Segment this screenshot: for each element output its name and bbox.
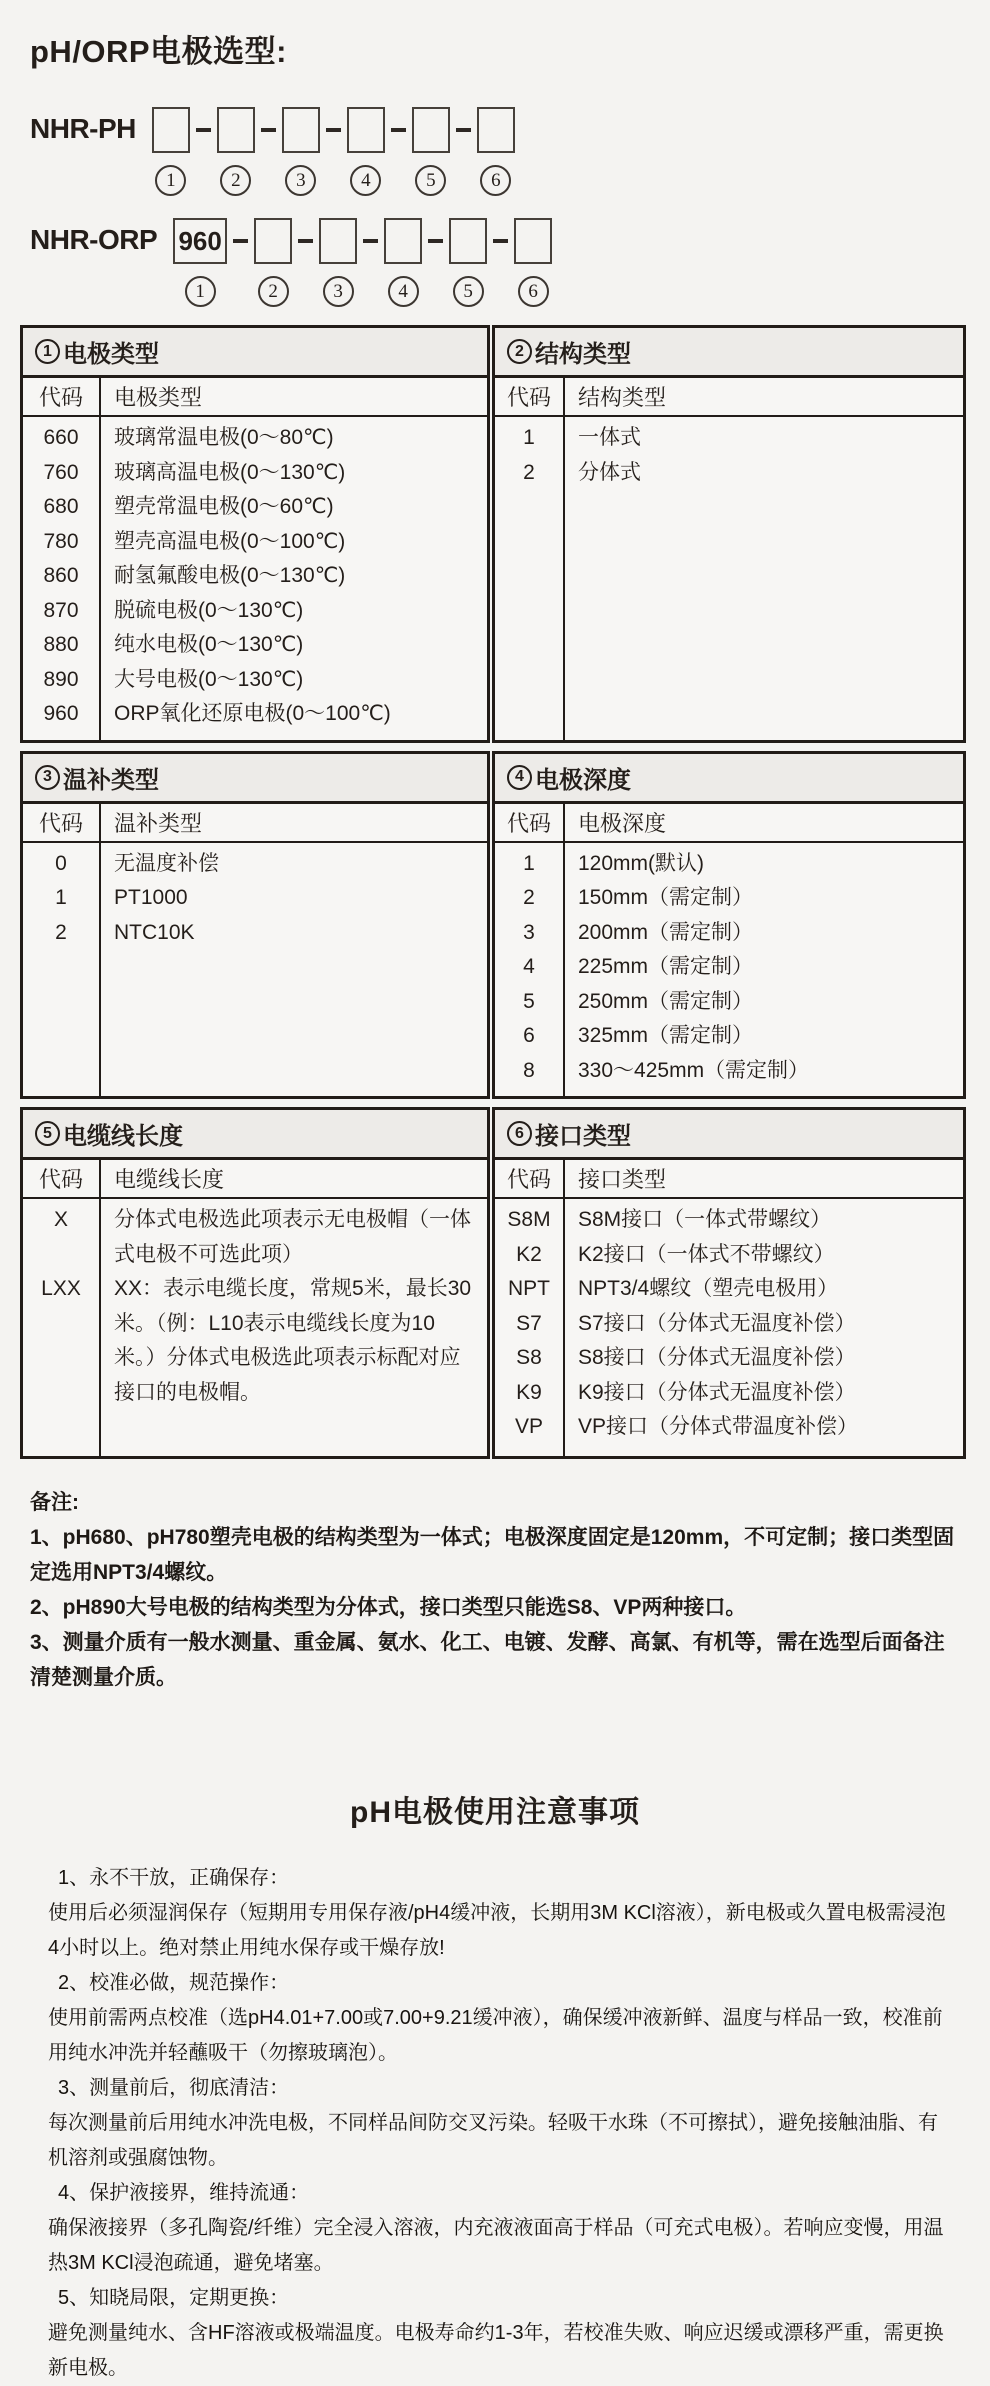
desc-cell: 无温度补偿 [114,851,219,875]
model-box [412,107,450,153]
code-column-header: 代码 [495,378,565,415]
code-cell: 1 [523,851,535,875]
model-marker: 4 [350,165,381,196]
section-title: 接口类型 [535,1123,631,1150]
dash-line [196,128,211,132]
dash-line [456,128,471,132]
section-number-icon: 4 [507,765,532,790]
model-segment [412,107,450,196]
table-row [23,559,487,594]
desc-cell: S8接口（分体式无温度补偿） [578,1346,856,1369]
desc-column-header: 结构类型 [578,385,667,410]
table-electrode-depth [492,751,966,1100]
desc-cell: S7接口（分体式无温度补偿） [578,1311,856,1335]
table-row [23,881,487,916]
table-row [495,985,963,1020]
desc-cell: XX：表示电缆长度，常规5米，最长30米。（例：L10表示电缆线长度为10米。）分体式电极选此项表示标配对应接口的电极帽。 [114,1277,472,1404]
table-row [495,1054,963,1089]
section-title: 结构类型 [535,341,631,368]
table-band-3 [20,1107,970,1459]
code-column-header: 代码 [23,804,101,841]
model-prefix: NHR-ORP [30,224,158,255]
table-row [495,1272,963,1307]
code-cell: K2 [516,1242,542,1266]
model-box [347,107,385,153]
model-segment [282,107,320,196]
table-electrode-type [20,325,490,743]
model-marker: 2 [258,276,289,307]
table-temp-compensation [20,751,490,1100]
table-row [495,950,963,985]
desc-cell: VP接口（分体式带温度补偿） [578,1415,859,1438]
model-prefix: NHR-PH [30,113,136,144]
table-structure-type [492,325,966,743]
section-title: 电极深度 [535,766,631,794]
precautions-title: pH电极使用注意事项 [350,1796,640,1829]
table-row [495,1376,963,1411]
desc-cell: 150mm（需定制） [578,886,754,909]
table-row [23,663,487,698]
column-header [23,804,487,843]
precaution-heading: 1、永不干放，正确保存： [58,1867,290,1889]
code-cell: S7 [516,1311,542,1335]
precaution-body: 使用后必须湿润保存（短期用专用保存液/pH4缓冲液，长期用3M KCl溶液），新电极或久置电极需浸泡4小时以上。绝对禁止用纯水保存或干燥存放! [48,1902,946,1959]
model-segment [173,218,227,307]
table-row [23,525,487,560]
table-row [495,847,963,882]
note-item: 3、测量介质有一般水测量、重金属、氨水、化工、电镀、发酵、高氯、有机等，需在选型后面备注清楚测量介质。 [30,1631,945,1689]
code-cell: X [53,1208,68,1231]
desc-cell: 玻璃高温电极(0～130℃) [114,460,346,484]
table-interface-type [492,1107,966,1459]
model-box [152,107,190,153]
model-dash [422,218,449,264]
desc-cell: 分体式 [578,460,641,484]
table-row [495,1341,963,1376]
desc-column-header: 电极深度 [578,810,667,836]
code-column-header: 代码 [23,378,101,415]
model-segment [217,107,255,196]
code-cell: 1 [523,426,535,449]
table-row [23,421,487,456]
section-header [23,328,487,378]
table-row [495,916,963,951]
section-number-icon: 6 [507,1121,532,1146]
model-dash [357,218,384,264]
code-cell: 960 [43,702,79,725]
column-header [23,378,487,417]
model-marker: 5 [415,165,446,196]
table-row [495,421,963,456]
notes-section [30,1485,958,1695]
desc-cell: K9接口（分体式无温度补偿） [578,1380,856,1404]
desc-cell: NTC10K [114,920,195,944]
table-band-1 [20,325,970,743]
code-cell: 0 [55,851,67,875]
section-title: 温补类型 [63,766,159,794]
code-column-header: 代码 [495,804,565,841]
table-row [23,1203,487,1272]
code-cell: 3 [523,920,535,944]
code-cell: 870 [43,598,79,622]
table-row [23,594,487,629]
desc-cell: ORP氧化还原电极(0～100℃) [114,702,391,725]
code-column-header: 代码 [23,1160,101,1197]
precaution-item [48,2071,946,2176]
model-dash [320,107,347,153]
code-cell: 680 [43,495,79,518]
precaution-items [48,1861,946,2386]
model-dash [292,218,319,264]
dash-line [391,128,406,132]
model-marker: 6 [518,276,549,307]
desc-cell: K2接口（一体式不带螺纹） [578,1242,835,1266]
dash-line [261,128,276,132]
section-number-icon: 2 [507,339,532,364]
section-header [495,1110,963,1160]
section-header [495,328,963,378]
model-dash [487,218,514,264]
desc-column-header: 电缆线长度 [114,1167,225,1192]
model-marker: 4 [388,276,419,307]
precaution-heading: 4、保护液接界，维持流通： [58,2182,310,2204]
model-segment [514,218,552,307]
section-number-icon: 1 [35,339,60,364]
precaution-item [48,2176,946,2281]
model-segments [173,218,552,307]
desc-cell: 250mm（需定制） [578,989,754,1013]
note-item: 2、pH890大号电极的结构类型为分体式，接口类型只能选S8、VP两种接口。 [30,1596,747,1619]
model-dash [227,218,254,264]
table-row [23,456,487,491]
table-row [23,847,487,882]
column-header [495,378,963,417]
section-header [23,1110,487,1160]
code-cell: 780 [43,529,79,553]
desc-cell: 325mm（需定制） [578,1024,754,1047]
section-number-icon: 5 [35,1121,60,1146]
model-box [282,107,320,153]
model-segment [384,218,422,307]
model-segment [477,107,515,196]
code-cell: 2 [55,920,67,944]
section-title: 电缆线长度 [63,1123,183,1150]
table-row [495,1307,963,1342]
table-row [495,881,963,916]
dash-line [233,239,248,243]
column-header [495,804,963,843]
table-body [23,417,487,740]
model-box [449,218,487,264]
model-box [514,218,552,264]
selection-tables [20,325,970,1459]
model-segment [254,218,292,307]
dash-line [298,239,313,243]
desc-cell: 纯水电极(0～130℃) [114,633,304,656]
desc-cell: 玻璃常温电极(0～80℃) [114,426,334,449]
model-box [319,218,357,264]
table-body [23,843,487,1097]
code-cell: 5 [523,989,535,1013]
model-box [477,107,515,153]
section-header [23,754,487,804]
model-box [254,218,292,264]
model-marker: 6 [480,165,511,196]
column-header [495,1160,963,1199]
desc-cell: 脱硫电极(0～130℃) [114,598,304,622]
model-marker: 3 [285,165,316,196]
desc-column-header: 接口类型 [578,1167,667,1192]
model-marker: 2 [220,165,251,196]
desc-cell: 大号电极(0～130℃) [114,667,304,691]
model-code-row-ph [30,107,990,196]
model-dash [190,107,217,153]
model-box [217,107,255,153]
code-cell: 8 [523,1058,535,1082]
section-title: 电极类型 [63,341,159,368]
precaution-heading: 2、校准必做，规范操作： [58,1972,290,1994]
page-title: pH/ORP电极选型: [30,34,287,69]
dash-line [493,239,508,243]
dash-line [428,239,443,243]
table-row [23,1272,487,1410]
precaution-item [48,1966,946,2071]
desc-cell: 分体式电极选此项表示无电极帽（一体式电极不可选此项） [114,1208,471,1266]
code-cell: VP [514,1415,543,1438]
table-row [495,456,963,491]
precaution-body: 避免测量纯水、含HF溶液或极端温度。电极寿命约1-3年，若校准失败、响应迟缓或漂移严重，需更换新电极。 [48,2322,944,2379]
desc-cell: PT1000 [114,886,188,909]
code-cell: LXX [41,1277,81,1300]
precaution-body: 确保液接界（多孔陶瓷/纤维）完全浸入溶液，内充液液面高于样品（可充式电极）。若响应变慢，用温热3M KCl浸泡疏通，避免堵塞。 [48,2217,944,2274]
code-cell: 660 [43,426,79,449]
section-number-icon: 3 [35,765,60,790]
precaution-heading: 3、测量前后，彻底清洁： [58,2077,290,2099]
model-segment [449,218,487,307]
desc-cell: 120mm(默认) [578,851,705,875]
model-segment [319,218,357,307]
precaution-body: 使用前需两点校准（选pH4.01+7.00或7.00+9.21缓冲液），确保缓冲液新鲜、温度与样品一致，校准前用纯水冲洗并轻蘸吸干（勿擦玻璃泡）。 [48,2007,943,2064]
code-cell: 760 [43,460,79,484]
desc-cell: 一体式 [578,426,641,449]
table-row [23,916,487,951]
table-band-2 [20,751,970,1100]
dash-line [326,128,341,132]
model-marker: 1 [155,165,186,196]
notes-title: 备注: [30,1491,79,1514]
code-cell: 2 [523,460,535,484]
note-item: 1、pH680、pH780塑壳电极的结构类型为一体式；电极深度固定是120mm，不可定制；接口类型固定选用NPT3/4螺纹。 [30,1526,955,1584]
desc-cell: S8M接口（一体式带螺纹） [578,1208,832,1231]
code-cell: S8 [516,1346,542,1369]
table-cable-length [20,1107,490,1459]
model-marker: 3 [323,276,354,307]
table-row [495,1410,963,1445]
table-body [495,417,963,740]
model-dash [450,107,477,153]
model-segment [347,107,385,196]
table-row [495,1203,963,1238]
model-box: 960 [173,218,227,264]
code-cell: 880 [43,633,79,656]
table-body [495,1199,963,1456]
desc-cell: 330～425mm（需定制） [578,1058,810,1082]
precaution-heading: 5、知晓局限，定期更换： [58,2287,290,2309]
model-segments [152,107,515,196]
model-box [384,218,422,264]
code-cell: NPT [508,1277,550,1300]
table-row [23,697,487,732]
notes-items [30,1520,958,1695]
table-row [495,1019,963,1054]
code-cell: 6 [523,1024,535,1047]
code-cell: S8M [507,1208,551,1231]
code-cell: 890 [43,667,79,691]
model-code-row-orp [30,218,990,307]
desc-cell: 塑壳高温电极(0～100℃) [114,529,346,553]
desc-cell: 塑壳常温电极(0～60℃) [114,495,334,518]
code-cell: 2 [523,886,535,909]
model-marker: 5 [453,276,484,307]
table-row [23,628,487,663]
model-marker: 1 [185,276,216,307]
precaution-body: 每次测量前后用纯水冲洗电极，不同样品间防交叉污染。轻吸干水珠（不可擦拭），避免接触油脂、有机溶剂或强腐蚀物。 [48,2112,938,2169]
code-cell: K9 [516,1380,542,1404]
code-column-header: 代码 [495,1160,565,1197]
table-body [495,843,963,1097]
dash-line [363,239,378,243]
code-cell: 4 [523,955,535,978]
model-dash [385,107,412,153]
desc-column-header: 温补类型 [114,810,203,836]
table-row [495,1238,963,1273]
precaution-item [48,1861,946,1966]
desc-cell: NPT3/4螺纹（塑壳电极用） [578,1277,839,1300]
code-cell: 1 [55,886,67,909]
model-segment [152,107,190,196]
desc-cell: 225mm（需定制） [578,955,754,978]
table-row [23,490,487,525]
column-header [23,1160,487,1199]
desc-cell: 200mm（需定制） [578,920,754,944]
model-dash [255,107,282,153]
precaution-item [48,2281,946,2386]
desc-cell: 耐氢氟酸电极(0～130℃) [114,564,346,587]
table-body [23,1199,487,1456]
section-header [495,754,963,804]
code-cell: 860 [43,564,79,587]
desc-column-header: 电极类型 [114,385,203,410]
